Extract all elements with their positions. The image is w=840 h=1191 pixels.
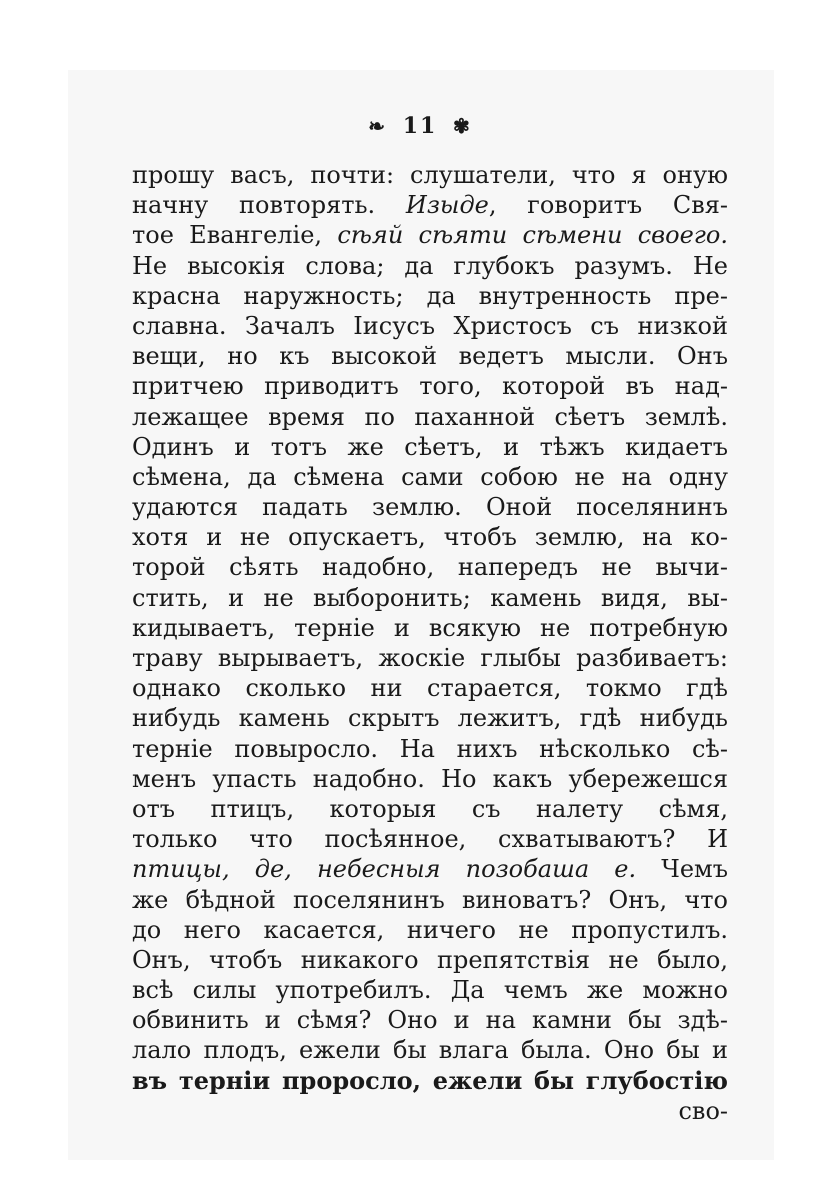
text-segment: Не высокія слова; да глубокъ разумъ. Не: [132, 251, 728, 280]
text-segment: , говоритъ Свя-: [488, 191, 728, 220]
text-line: [132, 915, 728, 945]
text-line: [132, 673, 728, 703]
text-line: [132, 734, 728, 764]
text-line: [132, 824, 728, 854]
text-line: [132, 281, 728, 311]
text-line: [132, 522, 728, 552]
italic-text-segment: сѣяй сѣяти сѣмени своего.: [337, 221, 728, 250]
text-segment: терніе повыросло. На нихъ нѣсколько сѣ-: [132, 734, 728, 763]
text-segment: всѣ силы употребилъ. Да чемъ же можно: [132, 976, 728, 1005]
text-segment: удаются падать землю. Оной поселянинъ: [132, 493, 728, 522]
text-segment: прошу васъ, почти: слушатели, что я оную: [132, 161, 728, 189]
text-segment: вещи, но къ высокой ведетъ мысли. Онъ: [132, 342, 728, 371]
text-segment: тое Евангеліе,: [132, 221, 338, 250]
text-segment: только что посѣянное, схватываютъ? И: [132, 825, 728, 854]
text-line: [132, 583, 728, 613]
text-line: [132, 1066, 728, 1096]
text-line: [132, 220, 728, 250]
italic-text-segment: птицы, де, небесныя позобаша е.: [132, 855, 637, 884]
text-line: [132, 402, 728, 432]
text-line: [132, 794, 728, 824]
text-segment: сво-: [678, 1096, 728, 1125]
text-line: [132, 251, 728, 281]
text-segment: до него касается, ничего не пропустилъ.: [132, 915, 728, 944]
text-segment: стить, и не выборонить; камень видя, вы-: [132, 583, 728, 612]
text-line: [132, 552, 728, 582]
text-line: [132, 854, 728, 884]
text-segment: Чемъ: [636, 855, 728, 884]
text-line: [132, 643, 728, 673]
text-segment: нибудь камень скрытъ лежитъ, гдѣ нибудь: [132, 704, 728, 733]
text-segment: сѣмена, да сѣмена сами собою не на одну: [132, 462, 728, 491]
text-segment: менъ упасть надобно. Но какъ убережешся: [132, 764, 728, 793]
text-segment: лежащее время по паханной сѣетъ землѣ.: [132, 402, 728, 431]
text-line: [132, 945, 728, 975]
text-segment: же бѣдной поселянинъ виноватъ? Онъ, что: [132, 885, 728, 914]
text-line: [132, 1096, 728, 1126]
text-segment: начну повторять.: [132, 191, 406, 220]
text-segment: красна наружность; да внутренность пре-: [132, 281, 728, 310]
body-text: [132, 160, 728, 1126]
text-line: [132, 975, 728, 1005]
ornament-left-icon: ❧: [368, 114, 388, 138]
text-segment: обвинить и сѣмя? Оно и на камни бы здѣ-: [132, 1006, 728, 1035]
page-header: [0, 112, 840, 144]
text-line: [132, 371, 728, 401]
text-line: [132, 1035, 728, 1065]
page-number: 11: [402, 113, 438, 139]
text-segment: Одинъ и тотъ же сѣетъ, и тѣжъ кидаетъ: [132, 432, 728, 461]
text-line: [132, 764, 728, 794]
text-segment: кидываетъ, терніе и всякую не потребную: [132, 613, 728, 642]
text-line: [132, 160, 728, 190]
text-segment: торой сѣять надобно, напередъ не вычи-: [132, 553, 728, 582]
text-segment: хотя и не опускаетъ, чтобъ землю, на ко-: [132, 523, 728, 552]
text-line: [132, 492, 728, 522]
text-segment: притчею приводитъ того, которой въ над-: [132, 372, 728, 401]
text-segment: траву вырываетъ, жоскіе глыбы разбиваетъ:: [132, 644, 728, 672]
text-segment: въ терніи проросло, ежели бы глубостію: [132, 1065, 728, 1095]
ornament-right-icon: ✾: [452, 114, 472, 138]
text-segment: славна. Зачалъ Іисусъ Христосъ съ низкой: [132, 311, 728, 340]
italic-text-segment: Изыде: [405, 191, 489, 220]
text-line: [132, 1005, 728, 1035]
text-segment: однако сколько ни старается, токмо гдѣ: [132, 674, 728, 703]
text-segment: Онъ, чтобъ никакого препятствія не было,: [132, 945, 728, 974]
text-line: [132, 432, 728, 462]
text-line: [132, 190, 728, 220]
text-line: [132, 341, 728, 371]
text-segment: отъ птицъ, которыя съ налету сѣмя,: [132, 794, 728, 823]
text-segment: лало плодъ, ежели бы влага была. Оно бы и: [132, 1036, 728, 1065]
text-line: [132, 703, 728, 733]
text-line: [132, 885, 728, 915]
text-line: [132, 462, 728, 492]
text-line: [132, 613, 728, 643]
text-line: [132, 311, 728, 341]
